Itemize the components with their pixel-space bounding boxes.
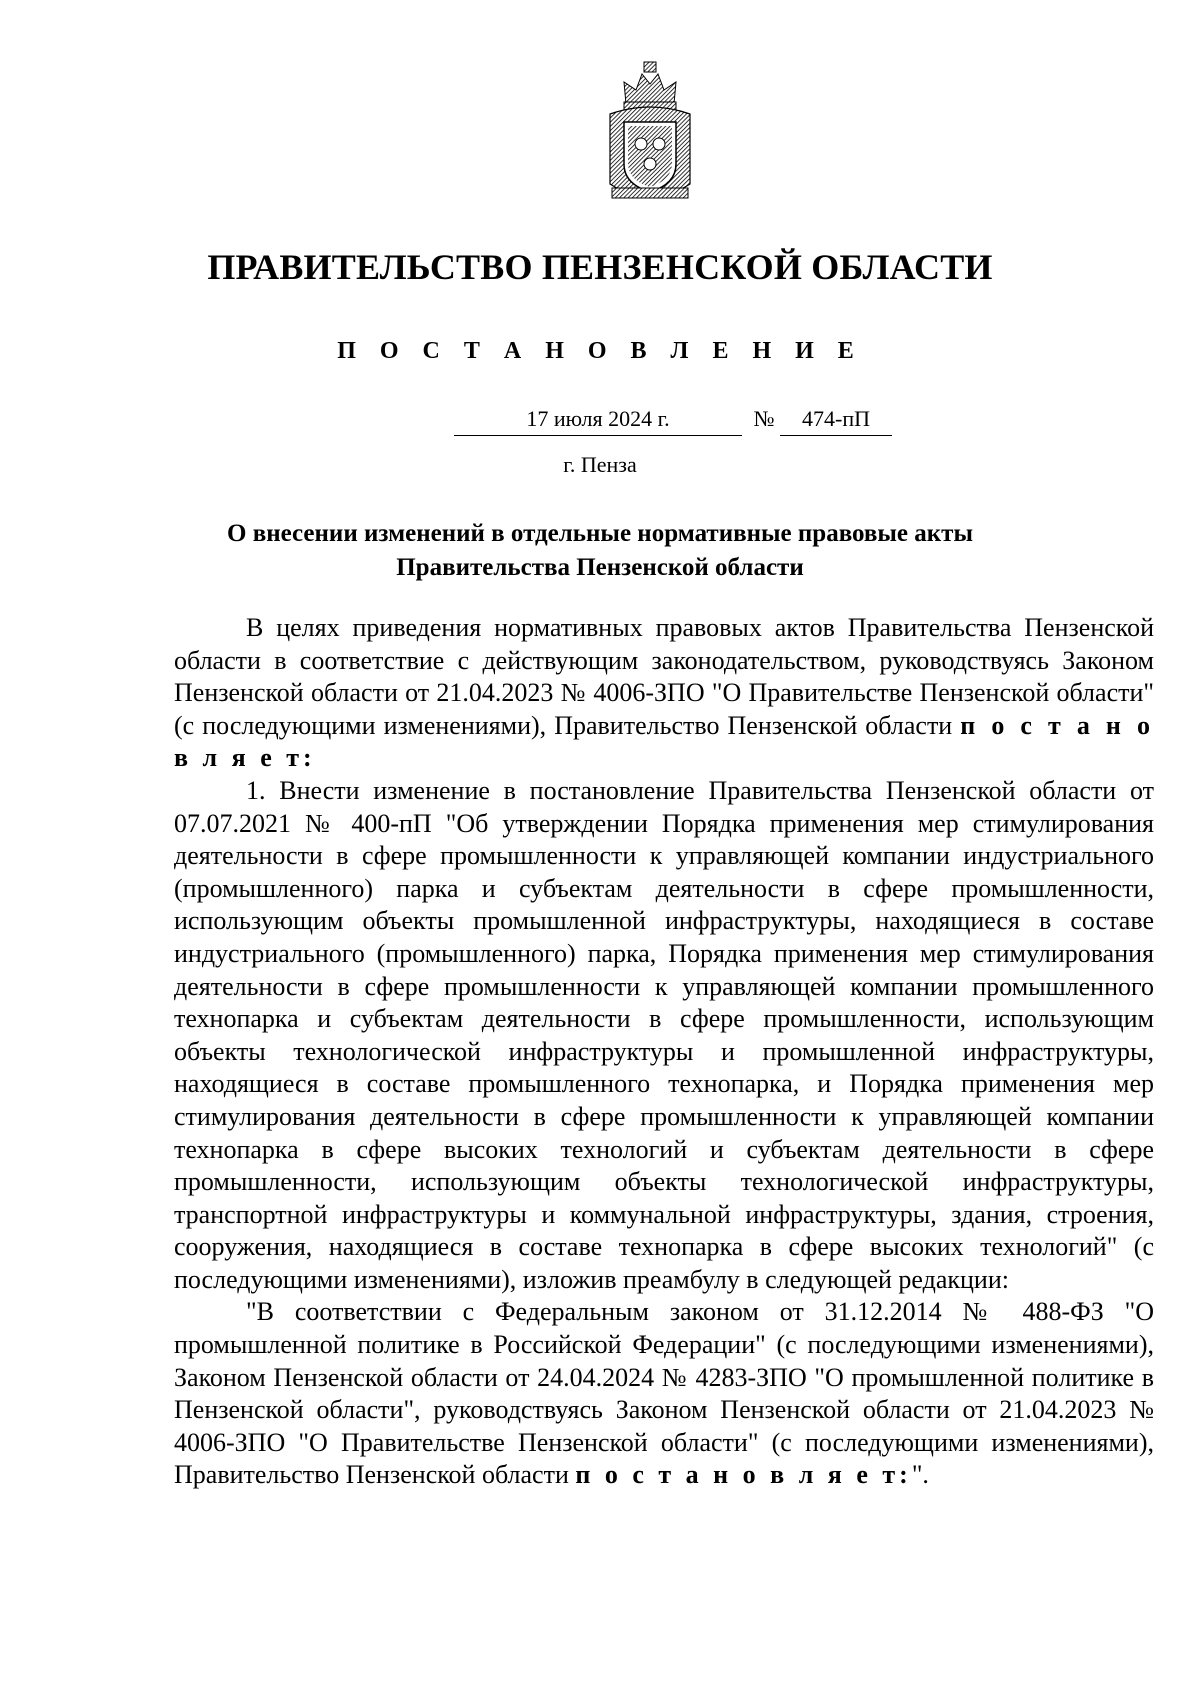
date-number-line xyxy=(0,406,1200,440)
document-subject xyxy=(180,517,1020,585)
resolves-phrase: п о с т а н о в л я е т: xyxy=(174,710,1154,773)
paragraph-item-1: 1. Внести изменение в постановление Правительства Пензенской области от 07.07.2021 № 400-пП "Об утверждении Порядка применения мер стимулирования деятельности в сфере промышленности к управляющей компании индустриального (промышленного) парка и субъектам деятельности в сфере промышленности, использующим объекты промышленной инфраструктуры, находящиеся в составе индустриального (промышленного) парка, Порядка применения мер стимулирования деятельности в сфере промышленности к управляющей компании промышленного технопарка и субъектам деятельности в сфере промышленности, использующим объекты технологической инфраструктуры и промышленной инфраструктуры, находящиеся в составе промышленного технопарка, и Порядка применения мер стимулирования деятельности в сфере промышленности к управляющей компании технопарка в сфере высоких технологий и субъектам деятельности в сфере промышленности, использующим объекты технологической инфраструктуры, транспортной инфраструктуры и коммунальной инфраструктуры, здания, строения, сооружения, находящиеся в составе технопарка в сфере высоких технологий" (с последующими изменениями), изложив преамбулу в следующей редакции: xyxy=(174,775,1154,1294)
document-number: 474-пП xyxy=(780,406,892,436)
paragraph-new-preamble xyxy=(174,1296,1154,1492)
subject-line-1: О внесении изменений в отдельные нормативные правовые акты xyxy=(227,520,973,547)
subject-line-2: Правительства Пензенской области xyxy=(396,554,804,581)
organization-title: ПРАВИТЕЛЬСТВО ПЕНЗЕНСКОЙ ОБЛАСТИ xyxy=(207,247,993,287)
document-type: П О С Т А Н О В Л Е Н И Е xyxy=(337,338,863,364)
quote-close: ". xyxy=(911,1460,929,1490)
paragraph-preamble xyxy=(174,612,1154,775)
coat-of-arms-emblem xyxy=(604,60,696,210)
document-body xyxy=(174,612,1154,1492)
paragraph-preamble-text: В целях приведения нормативных правовых актов Правительства Пензенской области в соответствие с действующим законодательством, руководствуясь Законом Пензенской области от 21.04.2023 № 4006-ЗПО "О Правительстве Пензенской области" (с последующими изменениями), Правительство Пензенской области xyxy=(174,613,1154,740)
resolves-phrase: п о с т а н о в л я е т: xyxy=(575,1460,912,1490)
paragraph-new-preamble-text: "В соответствии с Федеральным законом от 31.12.2014 № 488-ФЗ "О промышленной политике в Российской Федерации" (с последующими изменениями), Законом Пензенской области от 24.04.2024 № 4283-ЗПО "О промышленной политике в Пензенской области", руководствуясь Законом Пензенской области от 21.04.2023 № 4006-ЗПО "О Правительстве Пензенской области" (с последующими изменениями), Правительство Пензенской области xyxy=(174,1297,1154,1490)
number-sign: № xyxy=(753,406,775,431)
document-city: г. Пенза xyxy=(563,452,637,477)
document-date: 17 июля 2024 г. xyxy=(454,406,742,436)
